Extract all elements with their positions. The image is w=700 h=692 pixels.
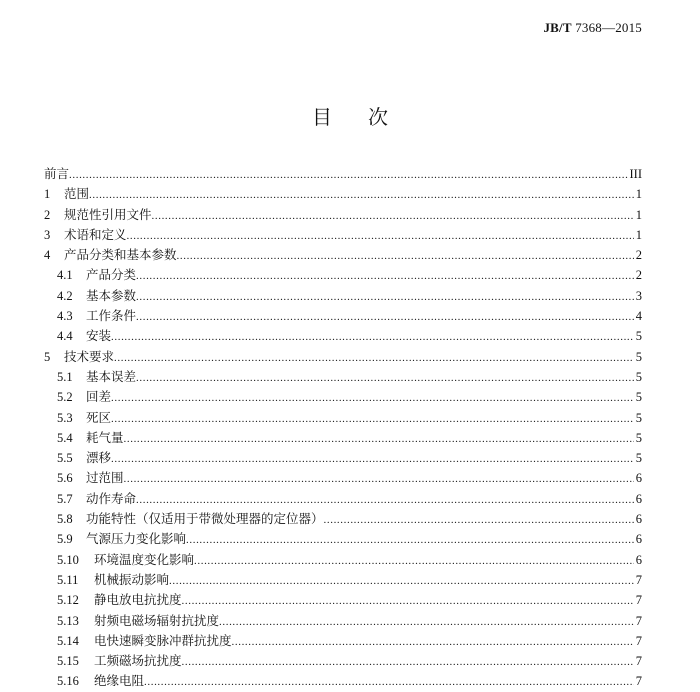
toc-dot-leader [177,250,634,262]
toc-entry-label: 术语和定义 [64,226,127,242]
toc-entry-label: 基本误差 [86,368,137,384]
toc-entry[interactable] [44,509,642,529]
standard-code-prefix: JB/T [543,20,572,35]
toc-dot-leader [186,534,634,546]
toc-entry[interactable] [44,428,642,448]
table-of-contents [44,164,642,692]
toc-entry-label: 死区 [86,409,112,425]
toc-entry[interactable] [44,550,642,570]
toc-entry[interactable] [44,387,642,407]
toc-entry-page: 3 [635,288,642,303]
toc-entry-label: 电快速瞬变脉冲群抗扰度 [94,632,232,648]
toc-dot-leader [182,656,634,668]
toc-entry-page: 6 [635,512,642,527]
toc-entry-number: 5.2 [57,390,73,405]
toc-entry-label: 工频磁场抗扰度 [94,653,182,669]
toc-dot-leader [124,473,634,485]
toc-entry-number: 3 [44,227,51,242]
toc-entry[interactable] [44,489,642,509]
toc-dot-leader [136,494,634,506]
toc-entry[interactable] [44,205,642,225]
toc-entry[interactable] [44,529,642,549]
toc-entry-page: 1 [635,227,642,242]
toc-dot-leader [124,433,634,445]
toc-entry-label: 射频电磁场辐射抗扰度 [94,612,220,628]
toc-entry[interactable] [44,408,642,428]
toc-entry-page: 7 [635,613,642,628]
toc-dot-leader [324,514,634,526]
toc-dot-leader [111,413,634,425]
toc-entry-label: 气源压力变化影响 [86,531,187,547]
toc-dot-leader [136,291,634,303]
toc-entry-number: 5.9 [57,532,73,547]
toc-entry-number: 5.4 [57,430,73,445]
toc-dot-leader [111,392,634,404]
toc-entry-page: 2 [635,248,642,263]
toc-entry-number: 4.1 [57,268,73,283]
toc-dot-leader [194,555,634,567]
toc-entry[interactable] [44,347,642,367]
toc-dot-leader [69,169,627,181]
toc-dot-leader [127,230,634,242]
toc-entry-number: 5.12 [57,593,79,608]
toc-dot-leader [114,352,634,364]
toc-entry-label: 基本参数 [86,287,137,303]
toc-entry-number: 2 [44,207,51,222]
toc-dot-leader [232,636,634,648]
toc-dot-leader [111,453,634,465]
toc-entry-label: 技术要求 [64,348,115,364]
toc-entry-page: 7 [635,593,642,608]
toc-entry-number: 5.14 [57,633,79,648]
page-title: 目次 [312,105,424,129]
toc-entry[interactable] [44,164,642,184]
toc-entry-page: 7 [635,633,642,648]
toc-entry-label: 产品分类 [86,267,137,283]
toc-entry-number: 5.6 [57,471,73,486]
toc-dot-leader [144,676,634,688]
toc-entry-page: III [629,167,642,181]
toc-entry-page: 1 [635,187,642,202]
toc-entry-number: 5.1 [57,369,73,384]
toc-entry[interactable] [44,448,642,468]
toc-entry[interactable] [44,306,642,326]
toc-entry[interactable] [44,245,642,265]
toc-entry-page: 7 [635,572,642,587]
toc-entry[interactable] [44,570,642,590]
toc-entry-label: 规范性引用文件 [64,206,152,222]
toc-entry-number: 5 [44,349,51,364]
toc-entry-page: 7 [635,654,642,669]
toc-entry-label: 绝缘电阻 [94,673,145,689]
toc-entry-page: 6 [635,532,642,547]
toc-entry-label: 机械振动影响 [94,571,170,587]
toc-entry-label: 动作寿命 [86,490,137,506]
toc-entry[interactable] [44,225,642,245]
toc-entry-page: 5 [635,369,642,384]
toc-entry-label: 产品分类和基本参数 [64,247,177,263]
toc-entry-number: 5.15 [57,654,79,669]
toc-entry[interactable] [44,326,642,346]
toc-entry-label: 过范围 [86,470,124,486]
toc-entry-label: 工作条件 [86,308,137,324]
toc-entry-number: 5.7 [57,491,73,506]
toc-entry-page: 6 [635,491,642,506]
toc-entry-page: 5 [635,349,642,364]
toc-entry-page: 1 [635,207,642,222]
toc-entry-label: 前言 [44,166,70,181]
toc-entry[interactable] [44,651,642,671]
toc-entry-number: 1 [44,187,51,202]
toc-entry-number: 4 [44,248,51,263]
toc-entry-number: 5.3 [57,410,73,425]
toc-entry-page: 5 [635,390,642,405]
toc-entry-page: 5 [635,430,642,445]
toc-dot-leader [136,311,634,323]
toc-entry-number: 4.2 [57,288,73,303]
toc-entry[interactable] [44,265,642,285]
toc-dot-leader [169,575,634,587]
toc-entry-number: 5.5 [57,451,73,466]
toc-entry-page: 5 [635,410,642,425]
toc-entry[interactable] [44,611,642,631]
toc-dot-leader [111,331,634,343]
toc-entry-number: 5.16 [57,674,79,689]
toc-entry-number: 4.3 [57,309,73,324]
toc-entry-number: 4.4 [57,329,73,344]
toc-entry-label: 漂移 [86,450,112,466]
toc-dot-leader [182,595,634,607]
toc-entry-label: 安装 [86,328,112,344]
toc-entry[interactable] [44,367,642,387]
toc-dot-leader [136,372,634,384]
toc-entry-number: 5.13 [57,613,79,628]
toc-dot-leader [136,270,634,282]
toc-entry-page: 5 [635,451,642,466]
toc-entry-page: 2 [635,268,642,283]
toc-entry-label: 静电放电抗扰度 [94,592,182,608]
toc-entry-label: 环境温度变化影响 [94,551,195,567]
toc-entry-label: 耗气量 [86,429,124,445]
toc-entry[interactable] [44,468,642,488]
toc-dot-leader [219,616,634,628]
toc-entry[interactable] [44,184,642,204]
toc-entry-number: 5.11 [57,572,79,587]
toc-entry-label: 回差 [86,389,112,405]
toc-entry[interactable] [44,631,642,651]
toc-entry-page: 5 [635,329,642,344]
toc-entry-page: 7 [635,674,642,689]
toc-entry-number: 5.10 [57,552,79,567]
toc-entry-page: 6 [635,471,642,486]
toc-entry-number: 5.8 [57,512,73,527]
standard-code-number: 7368—2015 [571,20,642,35]
toc-dot-leader [89,189,634,201]
toc-dot-leader [152,210,634,222]
toc-entry-page: 4 [635,309,642,324]
toc-entry[interactable] [44,590,642,610]
toc-entry-label: 功能特性（仅适用于带微处理器的定位器） [86,511,324,527]
toc-entry[interactable] [44,286,642,306]
toc-entry-page: 6 [635,552,642,567]
standard-code [543,20,642,36]
toc-entry-label: 范围 [64,186,90,202]
